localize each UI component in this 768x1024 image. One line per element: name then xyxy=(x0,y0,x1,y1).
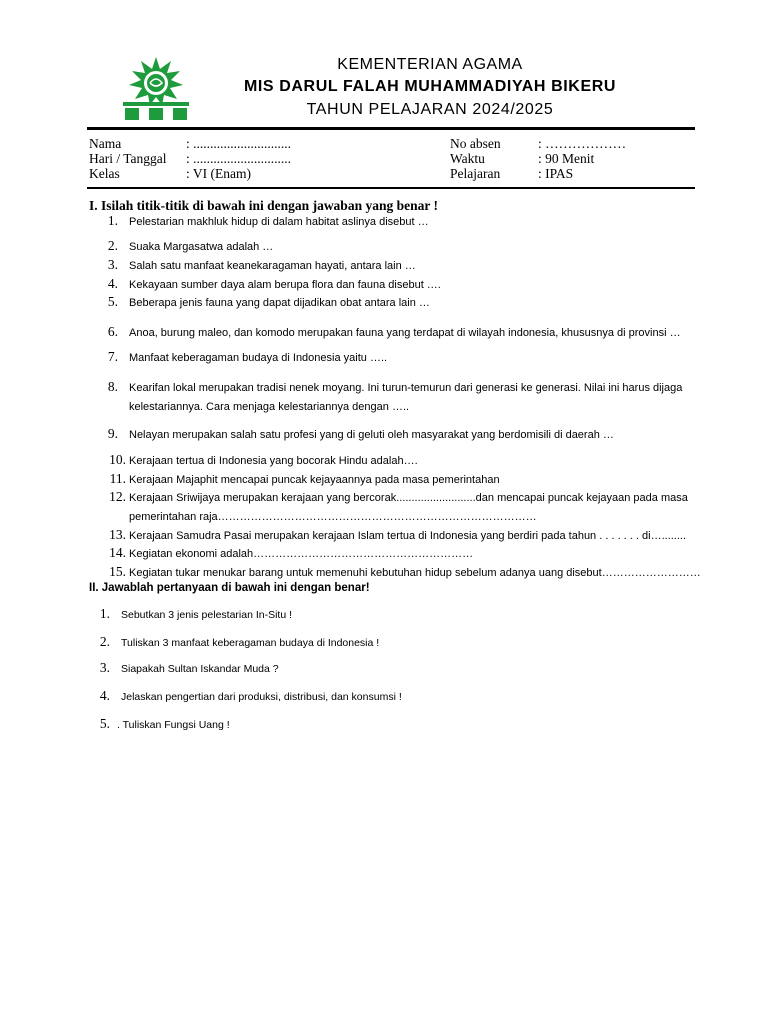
q2-text: Suaka Margasatwa adalah … xyxy=(129,241,274,253)
kelas-value: : VI (Enam) xyxy=(186,166,251,181)
essay1-text: Sebutkan 3 jenis pelestarian In-Situ ! xyxy=(121,609,293,621)
q3-text: Salah satu manfaat keanekaragaman hayati, antara lain … xyxy=(129,260,416,272)
q8-text: Kearifan lokal merupakan tradisi nenek moyang. Ini turun-temurun dari generasi ke generasi. Nilai ini harus dijaga kelestariannya. Cara menjaga kelestariannya dengan ….. xyxy=(129,382,683,413)
q8-number: 8. xyxy=(107,379,118,394)
header-rule-bottom xyxy=(87,187,695,189)
nama-value[interactable]: : ............................. xyxy=(186,136,292,151)
q9-number: 9. xyxy=(107,426,118,441)
essay1-number: 1. xyxy=(99,606,110,621)
essay3-number: 3. xyxy=(99,660,110,675)
academic-year: TAHUN PELAJARAN 2024/2025 xyxy=(306,101,554,118)
q12-number: 12. xyxy=(109,489,126,504)
essay5-text: . Tuliskan Fungsi Uang ! xyxy=(117,719,230,731)
q10-number: 10. xyxy=(109,452,126,467)
essay4-text: Jelaskan pengertian dari produksi, distribusi, dan konsumsi ! xyxy=(121,691,402,703)
q11-number: 11. xyxy=(109,471,126,486)
section-2-title: II. Jawablah pertanyaan di bawah ini dengan benar! xyxy=(89,582,370,594)
essay2-number: 2. xyxy=(99,634,110,649)
essay5-number: 5. xyxy=(99,716,110,731)
q4-text: Kekayaan sumber daya alam berupa flora dan fauna disebut …. xyxy=(129,279,441,291)
pelajaran-value: : IPAS xyxy=(538,166,574,181)
q14-text: Kegiatan ekonomi adalah…………………………………………………… xyxy=(129,548,474,560)
essay4-number: 4. xyxy=(99,688,110,703)
nama-label: Nama xyxy=(89,136,122,151)
q11-text: Kerajaan Majaphit mencapai puncak kejayaannya pada masa pemerintahan xyxy=(129,474,500,486)
q15-number: 15. xyxy=(109,564,126,579)
q7-number: 7. xyxy=(107,349,118,364)
q15-text: Kegiatan tukar menukar barang untuk memenuhi kebutuhan hidup sebelum adanya uang disebut……………………… xyxy=(129,567,701,579)
q7-text: Manfaat keberagaman budaya di Indonesia yaitu ….. xyxy=(129,352,388,364)
hari-value[interactable]: : ............................. xyxy=(186,151,292,166)
muhammadiyah-logo-icon xyxy=(119,55,193,123)
waktu-label: Waktu xyxy=(450,151,485,166)
q1-number: 1. xyxy=(107,213,118,228)
q6-number: 6. xyxy=(107,324,118,339)
waktu-value: : 90 Menit xyxy=(538,151,595,166)
ministry-title: KEMENTERIAN AGAMA xyxy=(337,56,523,73)
q9-text: Nelayan merupakan salah satu profesi yang di geluti oleh masyarakat yang berdomisili di daerah … xyxy=(129,429,614,441)
q5-number: 5. xyxy=(107,294,118,309)
q10-text: Kerajaan tertua di Indonesia yang bocorak Hindu adalah…. xyxy=(129,455,418,467)
q5-text: Beberapa jenis fauna yang dapat dijadikan obat antara lain … xyxy=(129,297,430,309)
q2-number: 2. xyxy=(107,238,118,253)
q1-text: Pelestarian makhluk hidup di dalam habitat aslinya disebut … xyxy=(129,216,429,228)
essay3-text: Siapakah Sultan Iskandar Muda ? xyxy=(121,663,279,675)
q14-number: 14. xyxy=(109,545,126,560)
kelas-label: Kelas xyxy=(89,166,120,181)
absen-value[interactable]: : ……………… xyxy=(538,136,627,151)
essay2-text: Tuliskan 3 manfaat keberagaman budaya di Indonesia ! xyxy=(121,637,380,649)
q13-text: Kerajaan Samudra Pasai merupakan kerajaan Islam tertua di Indonesia yang berdiri pada tahun . . . . . . . di…........ xyxy=(129,530,687,542)
absen-label: No absen xyxy=(450,136,501,151)
section-1-title: I. Isilah titik-titik di bawah ini dengan jawaban yang benar ! xyxy=(89,198,438,213)
q13-number: 13. xyxy=(109,527,126,542)
hari-label: Hari / Tanggal xyxy=(89,151,167,166)
q3-number: 3. xyxy=(107,257,118,272)
pelajaran-label: Pelajaran xyxy=(450,166,501,181)
q12-text: Kerajaan Sriwijaya merupakan kerajaan yang bercorak..........................dan mencapai puncak kejayaan pada masa pemerintahan raja…………………………………………………………………………… xyxy=(129,492,688,523)
school-name: MIS DARUL FALAH MUHAMMADIYAH BIKERU xyxy=(243,78,617,95)
header-rule-top xyxy=(87,127,695,130)
q4-number: 4. xyxy=(107,276,118,291)
q6-text: Anoa, burung maleo, dan komodo merupakan fauna yang terdapat di wilayah indonesia, khususnya di provinsi … xyxy=(129,327,681,339)
